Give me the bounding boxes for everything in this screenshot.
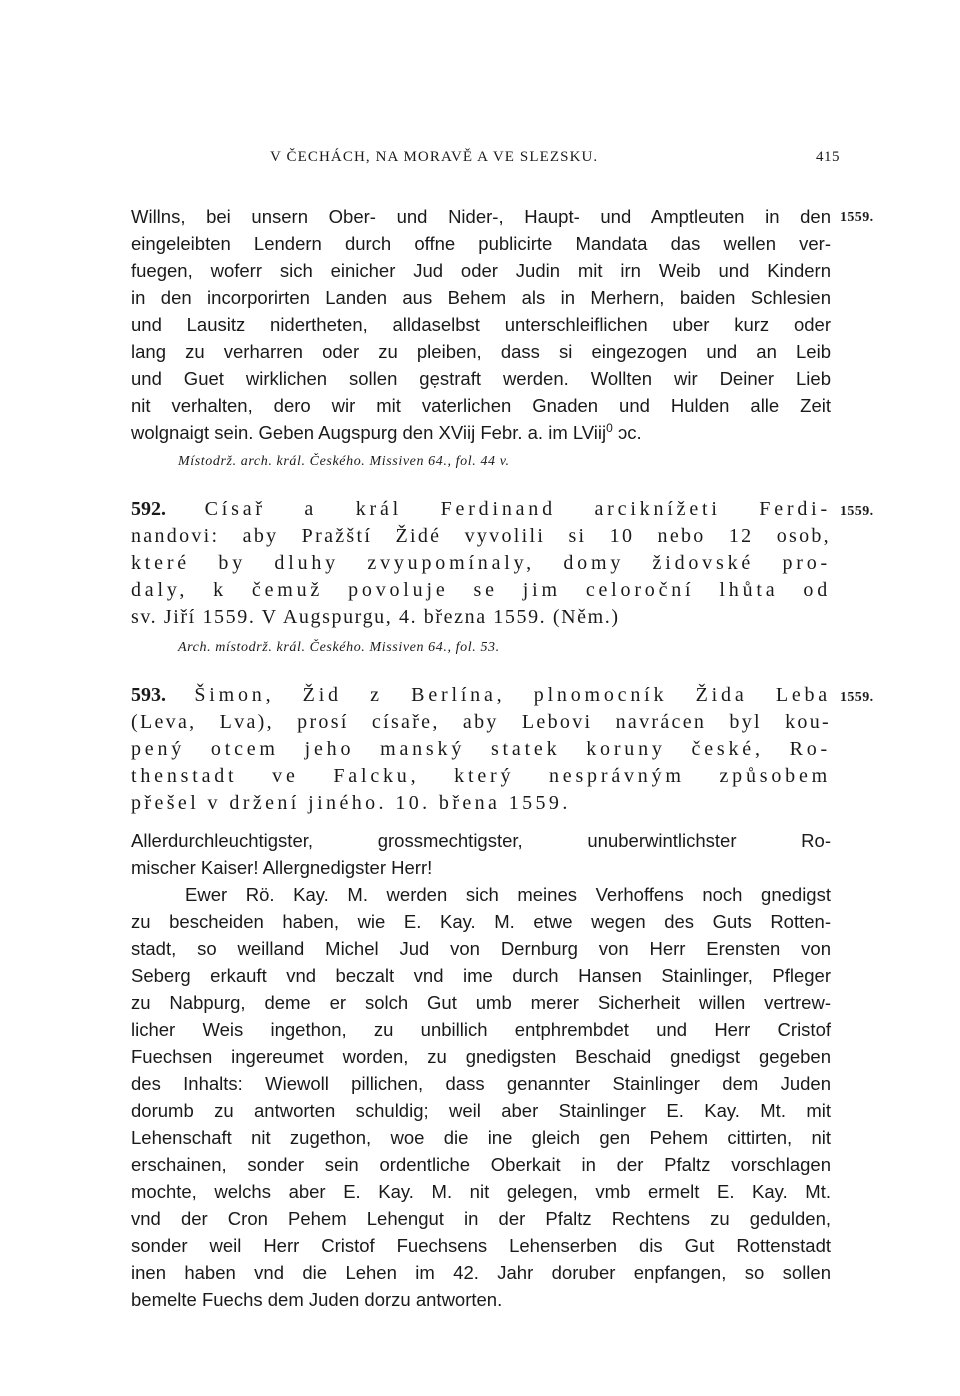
text-line: nit verhalten, dero wir mit vaterlichen Gnaden und Hulden alle Zeit [131, 395, 831, 416]
regest-line: přešel v držení jiného. 10. břena 1559. [131, 792, 571, 814]
text-line: zu Nabpurg, deme er solch Gut umb merer Sicherheit willen vertrew- [131, 992, 831, 1013]
text-line: Willns, bei unsern Ober- und Nider-, Haupt- und Amptleuten in den [131, 206, 831, 227]
document-number: 593. [131, 684, 166, 706]
text-line: mochte, welchs aber E. Kay. M. nit gelegen, vmb ermelt E. Kay. Mt. [131, 1181, 831, 1202]
text-line: Ewer Rö. Kay. M. werden sich meines Verhoffens noch gnedigst [185, 884, 831, 905]
text-line: lang zu verharren oder zu pleiben, dass si eingezogen und an Leib [131, 341, 831, 362]
text-line: erschainen, sonder sein ordentliche Oberkait in der Pfaltz vorschlagen [131, 1154, 831, 1175]
source-citation: Arch. místodrž. král. Českého. Missiven 64., fol. 53. [178, 640, 500, 655]
source-citation: Místodrž. arch. král. Českého. Missiven 64., fol. 44 v. [178, 454, 510, 469]
text-line-last [131, 419, 831, 446]
text-line: stadt, so weilland Michel Jud von Dernburg von Herr Erensten von [131, 938, 831, 959]
text-line: des Inhalts: Wiewoll pillichen, dass genannter Stainlinger dem Juden [131, 1073, 831, 1094]
text-line: dorumb zu antworten schuldig; weil aber Stainlinger E. Kay. Mt. mit [131, 1100, 831, 1121]
regest-line: daly, k čemuž povoluje se jim celoroční lhůta od [131, 579, 831, 601]
running-title: V ČECHÁCH, NA MORAVĚ A VE SLEZSKU. [270, 149, 599, 165]
text-line: vnd der Cron Pehem Lehengut in der Pfaltz Rechtens zu gedulden, [131, 1208, 831, 1229]
text-line: Fuechsen ingereumet worden, zu gnedigsten Beschaid gnedigst gegeben [131, 1046, 831, 1067]
superscript: 0 [606, 420, 613, 435]
regest-text: Císař a král Ferdinand arciknížeti Ferdi- [204, 498, 831, 520]
text-line: und Lausitz nidertheten, alldaselbst unterschleiflichen uber kurz oder [131, 314, 831, 335]
text-fragment: ɔc. [612, 422, 642, 443]
document-number: 592. [131, 498, 166, 520]
page-number: 415 [816, 149, 840, 165]
text-line: in den incorporirten Landen aus Behem als in Merhern, baiden Schlesien [131, 287, 831, 308]
regest-heading-593 [131, 682, 831, 709]
margin-year: 1559. [840, 504, 874, 519]
regest-line: sv. Jiří 1559. V Augspurgu, 4. března 1559. (Něm.) [131, 606, 620, 628]
regest-heading-592 [131, 496, 831, 523]
text-line: inen haben vnd die Lehen im 42. Jahr doruber enpfangen, so sollen [131, 1262, 831, 1283]
margin-year: 1559. [840, 210, 874, 225]
text-line: Seberg erkauft vnd beczalt vnd ime durch Hansen Stainlinger, Pfleger [131, 965, 831, 986]
running-header [270, 149, 840, 173]
regest-line: pený otcem jeho manský statek koruny české, Ro- [131, 738, 831, 760]
text-line: zu bescheiden haben, wie E. Kay. M. etwe wegen des Guts Rotten- [131, 911, 831, 932]
text-line: sonder weil Herr Cristof Fuechsens Lehenserben dis Gut Rottenstadt [131, 1235, 831, 1256]
text-line: fuegen, woferr sich einicher Jud oder Judin mit irn Weib und Kindern [131, 260, 831, 281]
regest-line: nandovi: aby Pražští Židé vyvolili si 10 nebo 12 osob, [131, 525, 831, 547]
margin-year: 1559. [840, 690, 874, 705]
regest-line: (Leva, Lva), prosí císaře, aby Lebovi navrácen byl kou- [131, 711, 831, 733]
text-line: eingeleibten Lendern durch offne publicirte Mandata das wellen ver- [131, 233, 831, 254]
text-line: mischer Kaiser! Allergnedigster Herr! [131, 857, 433, 878]
text-line: Lehenschaft nit zugethon, woe die ine gleich gen Pehem cittirten, nit [131, 1127, 831, 1148]
text-line: licher Weis ingethon, zu unbillich entphrembdet und Herr Cristof [131, 1019, 831, 1040]
text-fragment: wolgnaigt sein. Geben Augspurg den XViij Febr. a. im LViij [131, 422, 607, 443]
regest-line: které by dluhy zvyupomínaly, domy židovské pro- [131, 552, 831, 574]
text-line: Allerdurchleuchtigster, grossmechtigster, unuberwintlichster Ro- [131, 830, 831, 851]
regest-text: Šimon, Žid z Berlína, plnomocník Žida Leba [194, 684, 831, 706]
regest-line: thenstadt ve Falcku, který nesprávným způsobem [131, 765, 831, 787]
text-line: und Guet wirklichen sollen gẹstraft werden. Wollten wir Deiner Lieb [131, 368, 831, 389]
text-line: bemelte Fuechs dem Juden dorzu antworten. [131, 1289, 503, 1310]
